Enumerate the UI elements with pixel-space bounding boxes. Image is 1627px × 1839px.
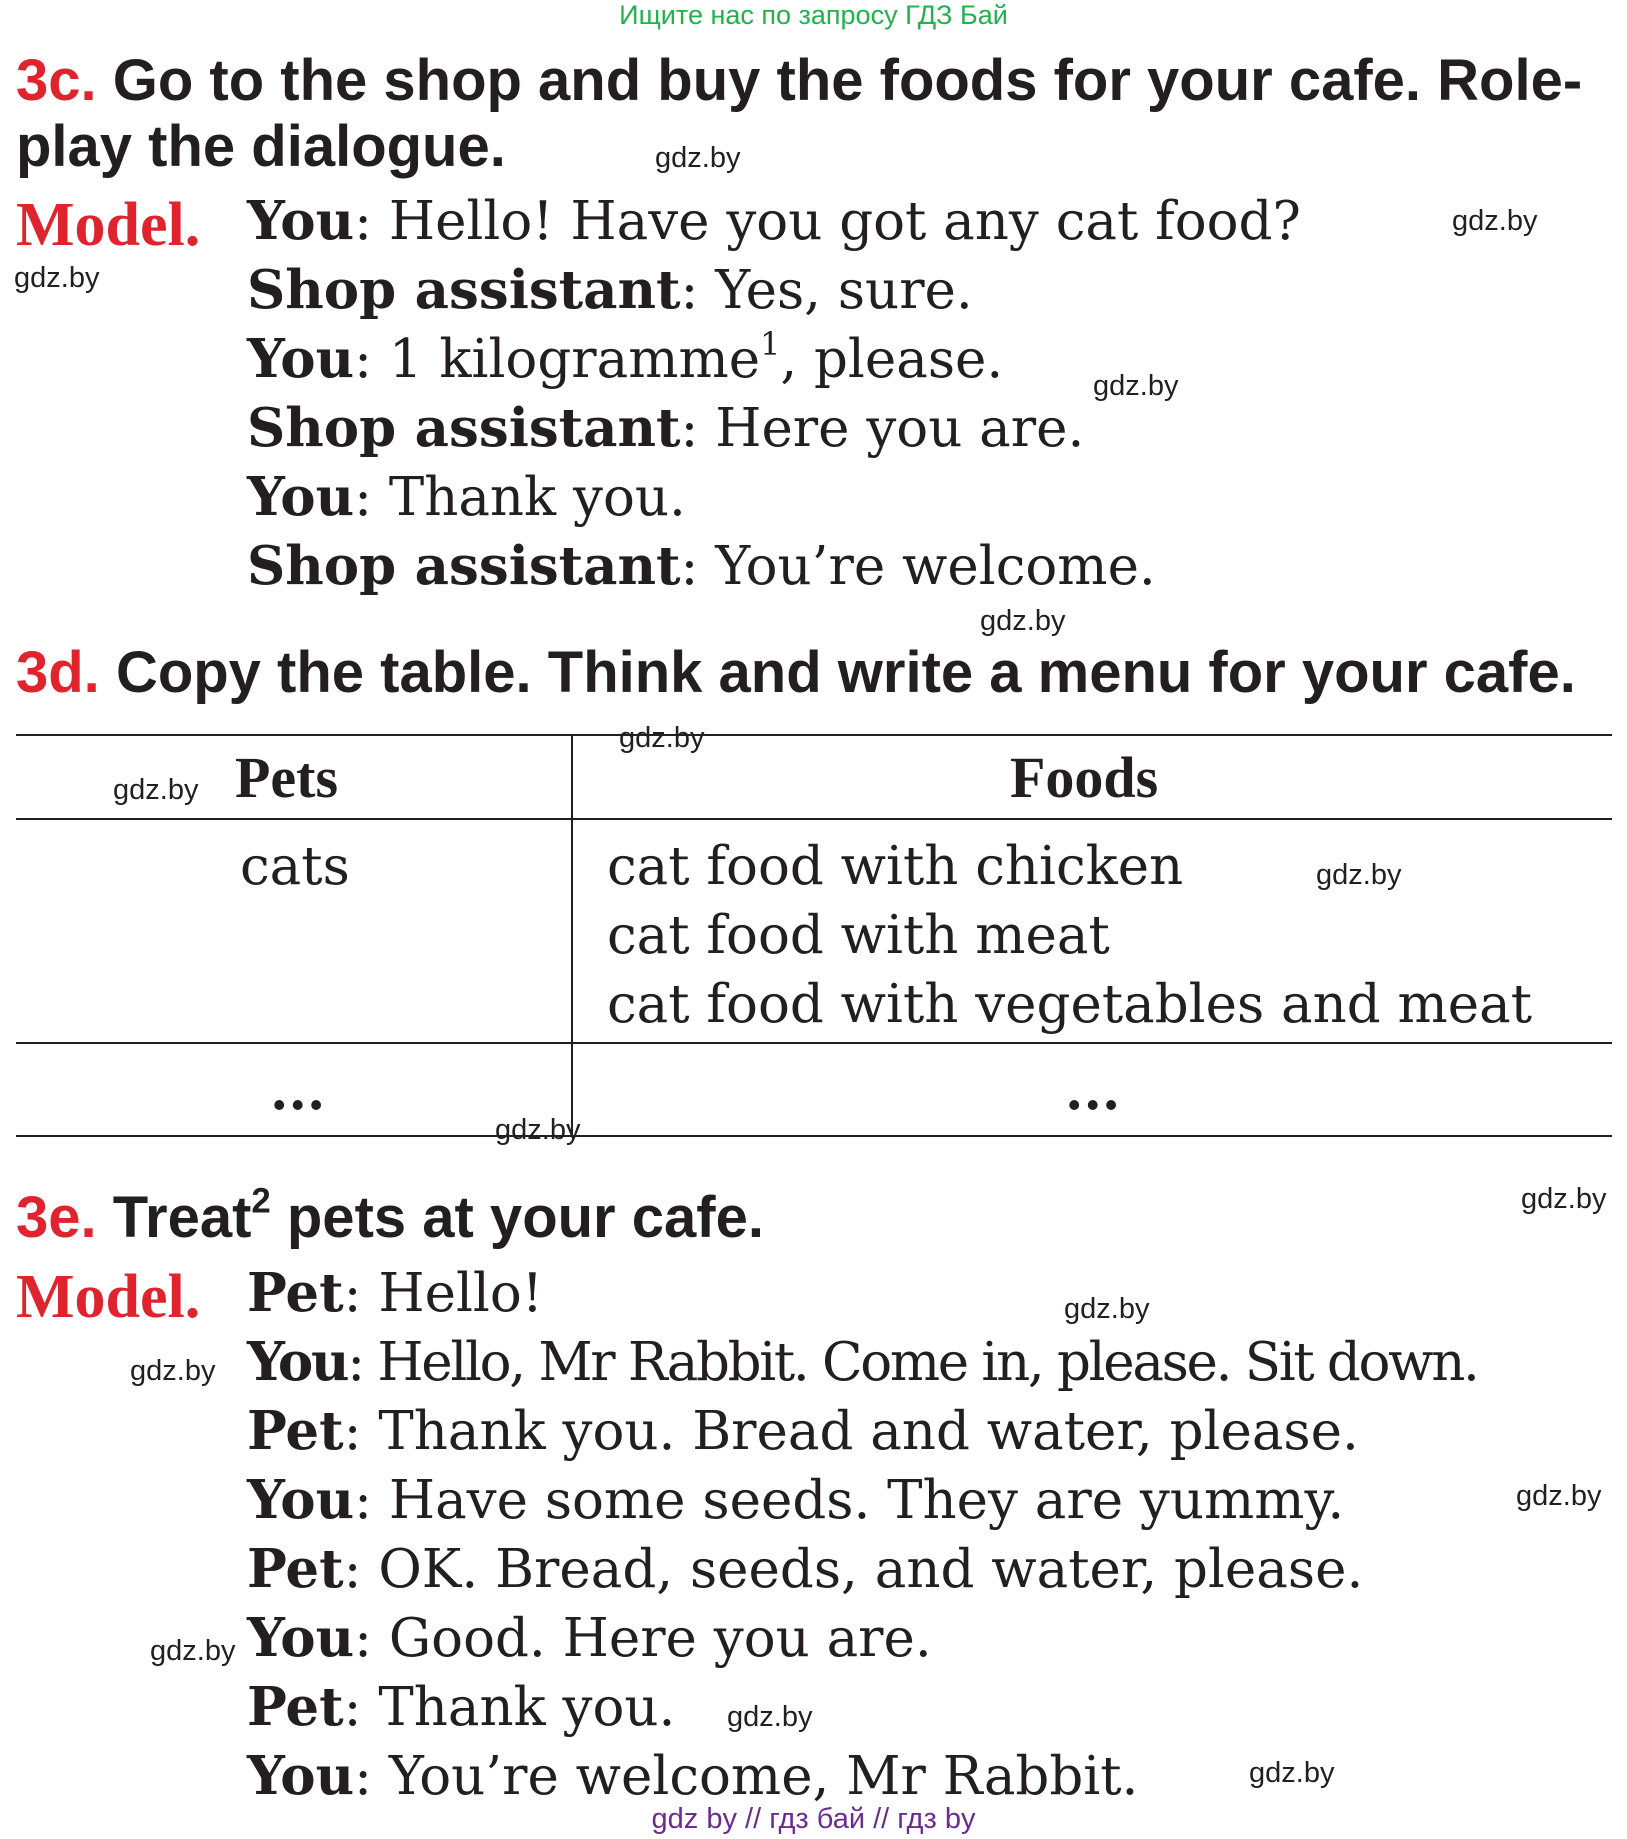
watermark: gdz.by bbox=[1064, 1293, 1150, 1325]
dialogue-text: Here you are. bbox=[715, 398, 1085, 459]
table-cell: cat food with chicken bbox=[607, 836, 1184, 897]
speaker-name: Shop assistant bbox=[247, 259, 681, 321]
dialogue-line: You: 1 kilogramme$^1$, please. bbox=[247, 325, 1004, 390]
dialogue-line: Pet: Thank you. Bread and water, please. bbox=[247, 1400, 1359, 1462]
dialogue-line: You: You’re welcome, Mr Rabbit. bbox=[247, 1745, 1139, 1807]
watermark: gdz.by bbox=[655, 142, 741, 174]
table-cell: cat food with vegetables and meat bbox=[607, 974, 1533, 1035]
dialogue-text: Hello! bbox=[378, 1263, 544, 1324]
model-label: Model. bbox=[16, 191, 201, 259]
speaker-name: Pet bbox=[247, 1400, 344, 1462]
dialogue-line: Pet: Thank you. bbox=[247, 1676, 676, 1738]
speaker-name: You bbox=[247, 1469, 355, 1531]
exercise-3c-heading-line2: play the dialogue. bbox=[16, 114, 506, 179]
watermark: gdz.by bbox=[150, 1635, 236, 1667]
table-cell: cat food with meat bbox=[607, 905, 1110, 966]
speaker-name: You bbox=[247, 190, 355, 252]
dialogue-text: Hello, Mr Rabbit. Come in, please. Sit down. bbox=[377, 1332, 1478, 1393]
dialogue-line: You: Good. Here you are. bbox=[247, 1607, 932, 1669]
dialogue-text: Hello! Have you got any cat food? bbox=[388, 191, 1301, 252]
speaker-name: You bbox=[247, 328, 355, 390]
dialogue-line: You: Hello! Have you got any cat food? bbox=[247, 190, 1301, 252]
watermark: gdz.by bbox=[1249, 1757, 1335, 1789]
speaker-name: Pet bbox=[247, 1538, 344, 1600]
exercise-3d-heading bbox=[16, 640, 1576, 706]
dialogue-text: Thank you. bbox=[388, 467, 686, 528]
dialogue-text: Good. Here you are. bbox=[388, 1608, 932, 1669]
watermark: gdz.by bbox=[1316, 859, 1402, 891]
watermark: gdz.by bbox=[495, 1114, 581, 1146]
footnote-mark: 1 bbox=[760, 325, 781, 363]
dialogue-text: Thank you. Bread and water, please. bbox=[378, 1401, 1359, 1462]
watermark: gdz.by bbox=[113, 774, 199, 806]
table-column-rule bbox=[571, 734, 573, 1137]
dialogue-text: OK. Bread, seeds, and water, please. bbox=[378, 1539, 1364, 1600]
dialogue-text: Yes, sure. bbox=[715, 260, 973, 321]
exercise-instruction: Copy the table. Think and write a menu for your cafe. bbox=[115, 640, 1576, 705]
watermark: gdz.by bbox=[130, 1355, 216, 1387]
exercise-instruction: Treat bbox=[112, 1185, 252, 1250]
watermark: gdz.by bbox=[1093, 370, 1179, 402]
table-row-rule bbox=[16, 1042, 1612, 1044]
dialogue-line: You: Have some seeds. They are yummy. bbox=[247, 1469, 1345, 1531]
dialogue-text: 1 kilogramme bbox=[388, 329, 761, 390]
dialogue-line: Pet: OK. Bread, seeds, and water, please. bbox=[247, 1538, 1364, 1600]
footer-watermark: gdz by // гдз бай // гдз by bbox=[651, 1803, 976, 1835]
top-banner: Ищите нас по запросу ГДЗ Бай bbox=[619, 0, 1008, 30]
speaker-name: Pet bbox=[247, 1676, 344, 1738]
watermark: gdz.by bbox=[1516, 1480, 1602, 1512]
speaker-name: Shop assistant bbox=[247, 535, 681, 597]
dialogue-text: Thank you. bbox=[378, 1677, 676, 1738]
speaker-name: You bbox=[247, 1331, 348, 1393]
exercise-3e-heading: 3e. Treat$^2$ pets at your cafe. bbox=[16, 1181, 764, 1250]
dialogue-line: You: Thank you. bbox=[247, 466, 686, 528]
footnote-mark: 2 bbox=[251, 1181, 271, 1221]
speaker-name: You bbox=[247, 466, 355, 528]
dialogue-text: You’re welcome, Mr Rabbit. bbox=[388, 1746, 1139, 1807]
table-cell: ... bbox=[270, 1060, 326, 1122]
table-cell: ... bbox=[1065, 1060, 1121, 1122]
table-header: Foods bbox=[1010, 745, 1159, 810]
table-header-rule bbox=[16, 818, 1612, 820]
speaker-name: You bbox=[247, 1745, 355, 1807]
speaker-name: Pet bbox=[247, 1262, 344, 1324]
dialogue-text: You’re welcome. bbox=[715, 536, 1156, 597]
dialogue-line: Shop assistant: You’re welcome. bbox=[247, 535, 1156, 597]
exercise-number: 3c. bbox=[16, 48, 97, 113]
table-header: Pets bbox=[235, 745, 339, 810]
dialogue-text: Have some seeds. They are yummy. bbox=[388, 1470, 1345, 1531]
exercise-instruction: Go to the shop and buy the foods for your cafe. Role- bbox=[112, 48, 1583, 113]
watermark: gdz.by bbox=[1452, 205, 1538, 237]
watermark: gdz.by bbox=[980, 605, 1066, 637]
table-bottom-rule bbox=[16, 1135, 1612, 1137]
dialogue-line: Shop assistant: Yes, sure. bbox=[247, 259, 973, 321]
table-cell: cats bbox=[240, 836, 350, 897]
watermark: gdz.by bbox=[619, 722, 705, 754]
model-label: Model. bbox=[16, 1263, 201, 1331]
dialogue-line: Shop assistant: Here you are. bbox=[247, 397, 1085, 459]
watermark: gdz.by bbox=[727, 1701, 813, 1733]
exercise-number: 3e. bbox=[16, 1185, 97, 1250]
dialogue-line: Pet: Hello! bbox=[247, 1262, 544, 1324]
speaker-name: Shop assistant bbox=[247, 397, 681, 459]
watermark: gdz.by bbox=[14, 262, 100, 294]
exercise-3c-heading-line1 bbox=[16, 48, 1582, 114]
watermark: gdz.by bbox=[1521, 1183, 1607, 1215]
dialogue-line: You: Hello, Mr Rabbit. Come in, please. Sit down. bbox=[247, 1331, 1478, 1393]
table-top-rule bbox=[16, 734, 1612, 736]
exercise-number: 3d. bbox=[16, 640, 100, 705]
speaker-name: You bbox=[247, 1607, 355, 1669]
